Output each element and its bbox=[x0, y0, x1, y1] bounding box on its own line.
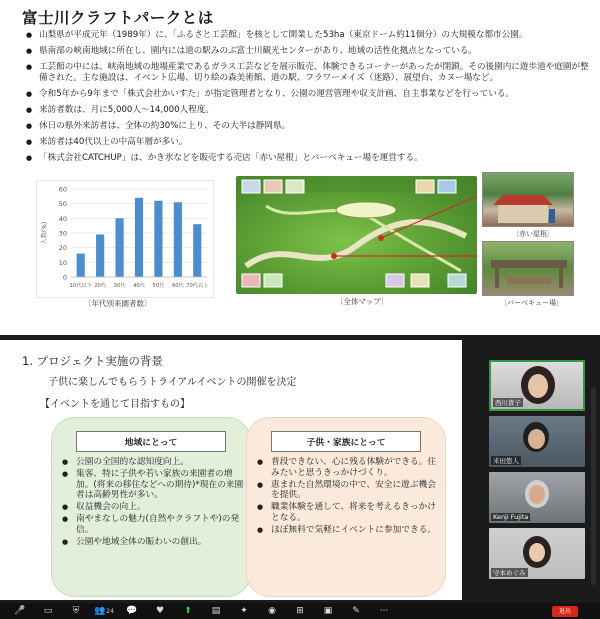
list-item: ● 恵まれた自然環境の中で、安全に遊ぶ機会を提供。 bbox=[257, 480, 439, 501]
list-item: ● 公園の全国的な認知度向上。 bbox=[62, 457, 244, 468]
video-icon[interactable]: ▭ bbox=[43, 606, 53, 616]
bar bbox=[77, 254, 85, 277]
list-item: ● 南やまなしの魅力(自然やクラフトや)の発信。 bbox=[62, 514, 244, 535]
age-visitor-chart-svg bbox=[37, 181, 215, 299]
x-tick-label: 30代 bbox=[113, 283, 126, 289]
whiteboard-icon[interactable]: ▣ bbox=[323, 606, 333, 616]
red-roof-shop-photo bbox=[482, 172, 574, 227]
summary-icon[interactable]: ▤ bbox=[211, 606, 221, 616]
participant-count: 24 bbox=[106, 607, 114, 615]
participant-name: Kenji Fujita bbox=[493, 513, 529, 521]
y-tick-label: 40 bbox=[58, 214, 67, 223]
record-icon[interactable]: ◉ bbox=[268, 606, 276, 616]
participants-button[interactable] bbox=[90, 603, 118, 619]
slide-title: 富士川クラフトパークとは bbox=[22, 9, 214, 27]
y-axis-label: 人数(%) bbox=[41, 221, 48, 245]
bar bbox=[174, 202, 182, 277]
notes-icon[interactable]: ✎ bbox=[352, 606, 360, 616]
panel-label: 子供・家族にとって bbox=[271, 431, 421, 452]
bullet-item: ● 山梨県が平成元年（1989年）に、「ふるさと工芸館」を核として開業した53ha（東京ドーム約11個分）の大規模な都市公園。 bbox=[26, 30, 594, 41]
slide-subtitle: 子供に楽しんでもらうトライアルイベントの開催を決定 bbox=[48, 377, 297, 388]
share-screen-icon[interactable]: ⬆ bbox=[184, 606, 192, 616]
x-tick-label: 10代以下 bbox=[69, 283, 92, 289]
bullet-item: ● 来訪者数は、月に5,000人～14,000人程度。 bbox=[26, 105, 594, 116]
participant-tile[interactable] bbox=[489, 416, 585, 467]
y-tick-label: 60 bbox=[58, 185, 67, 194]
x-tick-label: 50代 bbox=[152, 283, 165, 289]
avatar-face bbox=[528, 374, 548, 398]
participant-name: 米田悠人 bbox=[493, 457, 519, 465]
avatar-face bbox=[528, 429, 545, 449]
x-tick-label: 20代 bbox=[94, 283, 107, 289]
benefit-list bbox=[257, 457, 439, 537]
bullet-item: ● 工芸館の中には、峡南地域の地場産業であるガラス工芸などを展示販売、体験できるコーナーがあったが閉鎖。その後園内に遊歩道や庭園が整備された。主な施設は、イベント広場、切り絵の森美術館、道の駅、フラワーメイズ（迷路）、展望台、カヌー場など。 bbox=[26, 62, 594, 85]
x-tick-label: 60代 bbox=[171, 283, 184, 289]
y-tick-label: 20 bbox=[58, 244, 67, 253]
chat-icon[interactable]: 💬 bbox=[126, 606, 138, 616]
react-icon[interactable]: ♥ bbox=[155, 606, 165, 616]
apps-icon[interactable]: ⊞ bbox=[296, 606, 304, 616]
bullet-item: ● 「株式会社CATCHUP」は、かき氷などを販売する売店「赤い屋根」とバーベキュー場を運営する。 bbox=[26, 153, 594, 164]
map-caption: 〔全体マップ〕 bbox=[336, 297, 389, 306]
goal-heading: 【イベントを通じて目指すもの】 bbox=[40, 399, 190, 410]
more-icon[interactable]: ⋯ bbox=[379, 606, 389, 616]
bbq-caption: 〔バーベキュー場〕 bbox=[500, 299, 563, 307]
leave-button[interactable]: 退出 bbox=[552, 606, 578, 617]
list-item: ● ほぼ無料で気軽にイベントに参加できる。 bbox=[257, 525, 439, 536]
avatar-face bbox=[529, 543, 545, 562]
list-item: ● 公園や地域全体の賑わいの創出。 bbox=[62, 537, 244, 548]
bar bbox=[115, 218, 123, 277]
participant-tile[interactable] bbox=[489, 528, 585, 579]
mute-icon[interactable]: 🎤 bbox=[14, 606, 26, 616]
age-visitor-chart bbox=[36, 180, 214, 298]
bullet-item: ● 令和5年から9年まで「株式会社かいすた」が指定管理者となり、公園の運営管理や収支計画、自主事業などを行っている。 bbox=[26, 89, 594, 100]
park-map-illustration bbox=[236, 176, 477, 294]
y-tick-label: 10 bbox=[58, 258, 67, 267]
list-item: ● 収益機会の向上。 bbox=[62, 502, 244, 513]
security-icon[interactable]: ⛨ bbox=[72, 606, 80, 616]
benefit-list bbox=[62, 457, 244, 549]
companion-icon[interactable]: ✦ bbox=[240, 606, 248, 616]
participant-name: 西川貴子 bbox=[495, 399, 521, 407]
meeting-toolbar bbox=[0, 603, 600, 619]
bullet-item: ● 来訪者は40代以上の中高年層が多い。 bbox=[26, 137, 594, 148]
overview-bullets bbox=[26, 30, 594, 169]
chart-caption: 〔年代別来園者数〕 bbox=[84, 299, 152, 308]
bar bbox=[154, 201, 162, 277]
avatar-face bbox=[529, 485, 545, 504]
bbq-area-photo bbox=[482, 241, 574, 296]
list-item: ● 職業体験を通して、将来を考えるきっかけとなる。 bbox=[257, 502, 439, 523]
family-benefits-panel bbox=[246, 417, 446, 597]
section-title: 1. プロジェクト実施の背景 bbox=[22, 354, 163, 368]
list-item: ● 普段できない、心に残る体験ができる。住みたいと思うきっかけづくり。 bbox=[257, 457, 439, 478]
participants-icon: 👥 bbox=[94, 606, 106, 616]
participant-tile[interactable] bbox=[489, 472, 585, 523]
list-item: ● 集客、特に子供や若い家族の来園者の増加。(将来の移住などへの期待)*現在の来園者は高齢男性が多い。 bbox=[62, 469, 244, 501]
bar bbox=[135, 198, 143, 277]
bullet-item: ● 県南部の峡南地域に所在し、園内には道の駅みのぶ富士川観光センターがあり、地域の活性化拠点となっている。 bbox=[26, 46, 594, 57]
region-benefits-panel bbox=[51, 417, 251, 597]
shop-caption: 〔赤い屋根〕 bbox=[512, 230, 554, 238]
participant-name: 守本めぐみ bbox=[493, 569, 526, 577]
meeting-window bbox=[0, 335, 600, 619]
x-tick-label: 40代 bbox=[133, 283, 145, 289]
y-tick-label: 50 bbox=[58, 200, 67, 209]
gallery-scrollbar[interactable] bbox=[591, 387, 596, 585]
x-tick-label: 70代以上 bbox=[186, 283, 209, 289]
y-tick-label: 30 bbox=[58, 229, 67, 238]
bar bbox=[193, 224, 201, 277]
panel-label: 地域にとって bbox=[76, 431, 226, 452]
shared-screen bbox=[0, 340, 462, 600]
bar bbox=[96, 234, 104, 277]
bullet-item: ● 休日の県外来訪者は、全体の約30%に上り、その大半は静岡県。 bbox=[26, 121, 594, 132]
park-map-image bbox=[236, 176, 477, 294]
y-tick-label: 0 bbox=[62, 273, 67, 282]
participant-tile[interactable] bbox=[489, 360, 585, 411]
